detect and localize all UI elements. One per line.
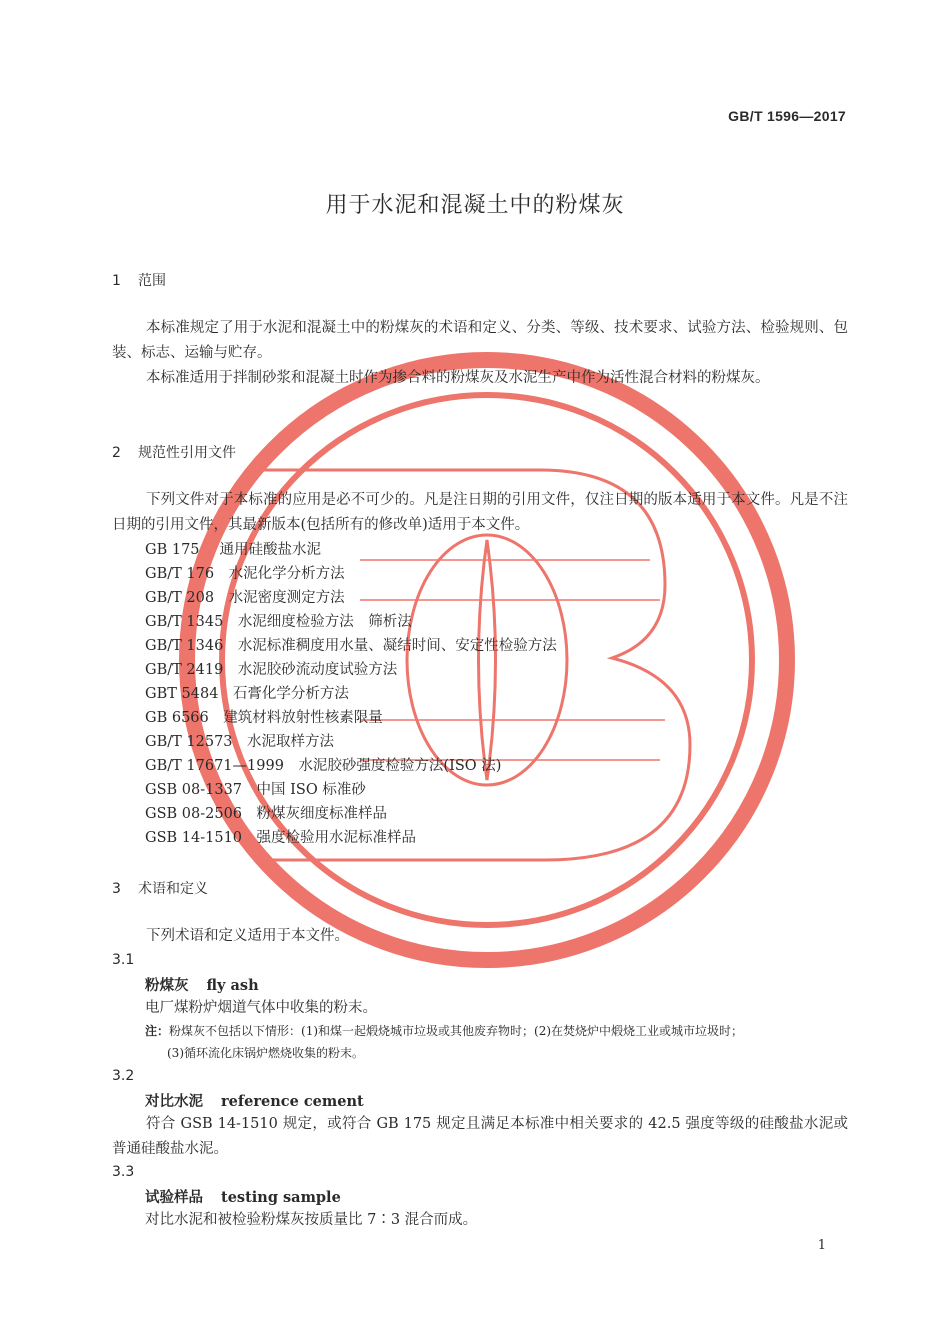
note-label: 注： [145, 1024, 170, 1038]
reference-name: 建筑材料放射性核素限量 [223, 710, 383, 726]
section-2-title: 规范性引用文件 [138, 445, 236, 461]
reference-name: 水泥取样方法 [247, 734, 335, 750]
reference-code: GB/T 12573 [145, 734, 233, 750]
reference-code: GB/T 1346 [145, 638, 224, 654]
reference-name: 水泥细度检验方法 筛析法 [237, 614, 412, 630]
reference-code: GBT 5484 [145, 686, 219, 702]
reference-code: GSB 08-1337 [145, 782, 243, 798]
note-text-line-2: (3)循环流化床锅炉燃烧收集的粉末。 [167, 1046, 364, 1060]
section-2-heading [112, 442, 236, 462]
reference-item [145, 586, 345, 607]
document-title: 用于水泥和混凝土中的粉煤灰 [325, 193, 625, 218]
term-heading [145, 974, 259, 995]
reference-code: GB/T 208 [145, 590, 215, 606]
term-number: 3.2 [112, 1068, 135, 1084]
reference-name: 粉煤灰细度标准样品 [256, 806, 388, 822]
reference-name: 水泥胶砂流动度试验方法 [237, 662, 398, 678]
reference-item [145, 682, 349, 703]
section-1-paragraph-1: 本标准规定了用于水泥和混凝土中的粉煤灰的术语和定义、分类、等级、技术要求、试验方法、检验规则、包装、标志、运输与贮存。 [112, 320, 848, 361]
note-text-line-1: 粉煤灰不包括以下情形：(1)和煤一起煅烧城市垃圾或其他废弃物时；(2)在焚烧炉中煅烧工业或城市垃圾时； [169, 1024, 744, 1038]
reference-item [145, 802, 387, 823]
reference-item [145, 610, 412, 631]
term-number: 3.3 [112, 1164, 135, 1180]
reference-code: GB 175 [145, 542, 200, 558]
reference-item [145, 634, 557, 655]
section-3-title: 术语和定义 [138, 881, 208, 897]
term-definition: 符合 GSB 14-1510 规定，或符合 GB 175 规定且满足本标准中相关要求的 42.5 强度等级的硅酸盐水泥或普通硅酸盐水泥。 [112, 1116, 848, 1157]
section-3-intro: 下列术语和定义适用于本文件。 [146, 928, 349, 944]
reference-name: 强度检验用水泥标准样品 [256, 830, 417, 846]
term-definition: 对比水泥和被检验粉煤灰按质量比 7∶3 混合而成。 [145, 1212, 478, 1228]
term-number: 3.1 [112, 952, 135, 968]
reference-code: GB/T 2419 [145, 662, 224, 678]
reference-code: GB 6566 [145, 710, 209, 726]
reference-code: GB/T 1345 [145, 614, 224, 630]
section-1-number: 1 [112, 273, 121, 289]
reference-code: GB/T 176 [145, 566, 215, 582]
term-english: fly ash [206, 977, 259, 994]
term-definition: 电厂煤粉炉烟道气体中收集的粉末。 [145, 1000, 377, 1016]
section-1-title: 范围 [138, 273, 166, 289]
reference-name: 通用硅酸盐水泥 [219, 542, 321, 558]
reference-name: 水泥密度测定方法 [228, 590, 345, 606]
reference-item [145, 826, 416, 847]
section-1-paragraph-2: 本标准适用于拌制砂浆和混凝土时作为掺合料的粉煤灰及水泥生产中作为活性混合材料的粉煤灰。 [146, 370, 770, 386]
reference-code: GB/T 17671—1999 [145, 758, 284, 774]
reference-name: 水泥化学分析方法 [228, 566, 345, 582]
section-2-number: 2 [112, 445, 121, 461]
reference-item [145, 562, 345, 583]
section-3-number: 3 [112, 881, 121, 897]
reference-code: GSB 08-2506 [145, 806, 243, 822]
reference-name: 水泥标准稠度用水量、凝结时间、安定性检验方法 [237, 638, 557, 654]
term-note [145, 1020, 855, 1064]
section-3-heading [112, 878, 208, 898]
section-1-heading [112, 270, 166, 290]
term-chinese: 对比水泥 [145, 1093, 203, 1110]
standard-code: GB/T 1596—2017 [728, 108, 846, 124]
reference-item [145, 538, 321, 559]
term-english: reference cement [221, 1093, 364, 1110]
reference-item [145, 658, 397, 679]
reference-code: GSB 14-1510 [145, 830, 243, 846]
section-2-intro: 下列文件对于本标准的应用是必不可少的。凡是注日期的引用文件，仅注日期的版本适用于本文件。凡是不注日期的引用文件，其最新版本(包括所有的修改单)适用于本文件。 [112, 492, 848, 533]
term-chinese: 试验样品 [145, 1189, 203, 1206]
term-english: testing sample [221, 1189, 341, 1206]
page-number: 1 [817, 1238, 826, 1253]
term-heading [145, 1186, 341, 1207]
term-heading [145, 1090, 364, 1111]
reference-item [145, 730, 334, 751]
reference-item [145, 754, 501, 775]
term-chinese: 粉煤灰 [145, 977, 189, 994]
reference-item [145, 706, 383, 727]
reference-item [145, 778, 366, 799]
reference-name: 中国 ISO 标准砂 [256, 782, 366, 798]
reference-name: 石膏化学分析方法 [232, 686, 349, 702]
reference-name: 水泥胶砂强度检验方法(ISO 法) [298, 758, 502, 774]
